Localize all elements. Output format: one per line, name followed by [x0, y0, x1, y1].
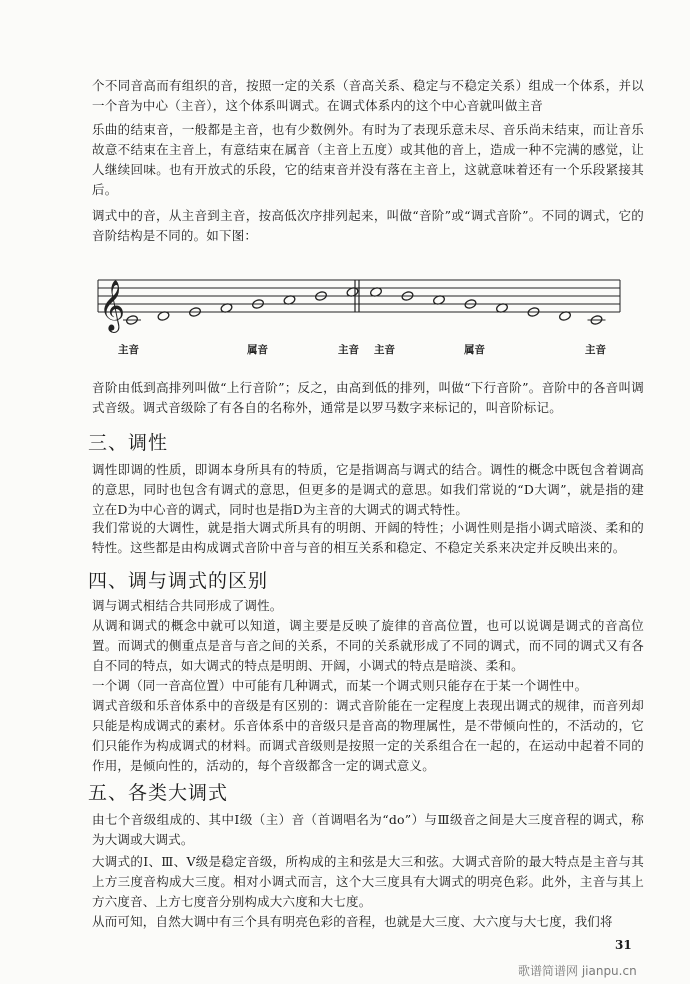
label-tonic-2: 主音	[338, 344, 359, 356]
heading-5: 五、各类大调式	[88, 782, 229, 804]
paragraph-2: 乐曲的结束音，一般都是主音，也有少数例外。有时为了表现乐意未尽、音乐尚未结束，而让音乐故意不结束在主音上，有意结束在属音（主音上五度）或其他的音上，造成一种不完满的感觉，让人继续回味。也有开放式的乐段，它的结束音并没有落在主音上，这就意味着还有一个乐段紧接其后。	[92, 122, 644, 197]
label-dominant-1: 属音	[247, 344, 268, 356]
label-tonic-4: 主音	[585, 344, 606, 356]
watermark: 歌谱简谱网 jianpu.cn	[518, 964, 637, 978]
label-tonic-3: 主音	[374, 344, 395, 356]
paragraph-4: 音阶由低到高排列叫做“上行音阶”；反之，由高到低的排列，叫做“下行音阶”。音阶中的各音叫调式音级。调式音级除了有各自的名称外，通常是以罗马数字来标记的，叫音阶标记。	[92, 380, 644, 415]
paragraph-5: 调性即调的性质，即调本身所具有的特质，它是指调高与调式的结合。调性的概念中既包含着调高的意思，同时也包含有调式的意思，但更多的是调式的意思。如我们常说的“D大调”，就是指的建立在D为中心音的调式，同时也是指D为主音的大调式的调式特性。	[92, 462, 644, 517]
paragraph-12: 大调式的Ⅰ、Ⅲ、Ⅴ级是稳定音级，所构成的主和弦是大三和弦。大调式音阶的最大特点是主音与其上方三度音构成大三度。相对小调式而言，这个大三度具有大调式的明亮色彩。此外，主音与其上方六度音、上方七度音分别构成大六度和大七度。	[92, 854, 644, 909]
paragraph-8: 从调和调式的概念中就可以知道，调主要是反映了旋律的音高位置，也可以说调是调式的音高位置。而调式的侧重点是音与音之间的关系，不同的关系就形成了不同的调式，而不同的调式又有各自不同的特点，如大调式的特点是明朗、开阔，小调式的特点是暗淡、柔和。	[92, 618, 644, 673]
label-tonic-1: 主音	[118, 344, 139, 356]
label-dominant-2: 属音	[464, 344, 485, 356]
page-number: 31	[615, 938, 632, 952]
paragraph-9: 一个调（同一音高位置）中可能有几种调式，而某一个调式则只能存在于某一个调性中。	[92, 678, 588, 693]
paragraph-13: 从而可知，自然大调中有三个具有明亮色彩的音程，也就是大三度、大六度与大七度，我们将	[92, 914, 613, 929]
paragraph-3: 调式中的音，从主音到主音，按高低次序排列起来，叫做“音阶”或“调式音阶”。不同的调式，它的音阶结构是不同的。如下图：	[92, 208, 644, 243]
paragraph-10: 调式音级和乐音体系中的音级是有区别的：调式音阶能在一定程度上表现出调式的规律，而音列却只能是构成调式的素材。乐音体系中的音级只是音高的物理属性，是不带倾向性的，不活动的，它们只能作为构成调式的材料。而调式音级则是按照一定的关系组合在一起的，在运动中起着不同的作用，是倾向性的，活动的，每个音级都含一定的调式意义。	[92, 698, 644, 773]
paragraph-6: 我们常说的大调性，就是指大调式所具有的明朗、开阔的特性；小调性则是指小调式暗淡、柔和的特性。这些都是由构成调式音阶中音与音的相互关系和稳定、不稳定关系来决定并反映出来的。	[92, 520, 644, 555]
heading-3: 三、调性	[88, 432, 169, 454]
paragraph-7: 调与调式相结合共同形成了调性。	[92, 598, 283, 613]
paragraph-1: 个不同音高而有组织的音，按照一定的关系（音高关系、稳定与不稳定关系）组成一个体系，并以一个音为中心（主音），这个体系叫调式。在调式体系内的这个中心音就叫做主音	[92, 78, 644, 113]
paragraph-11: 由七个音级组成的、其中Ⅰ级（主）音（首调唱名为“do”）与Ⅲ级音之间是大三度音程的调式，称为大调或大调式。	[92, 812, 644, 847]
treble-clef-icon: 𝄞	[99, 280, 126, 331]
heading-4: 四、调与调式的区别	[88, 570, 269, 592]
